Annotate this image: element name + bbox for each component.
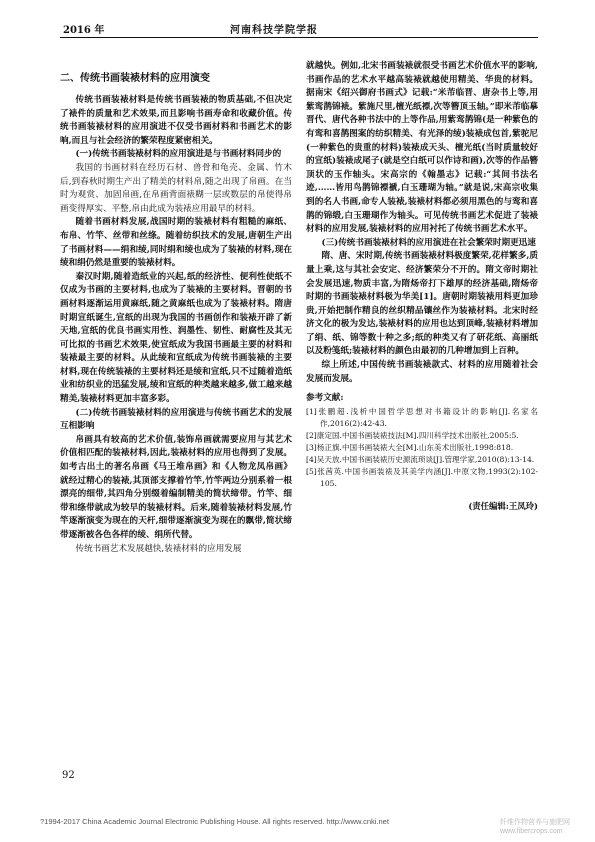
paragraph: 传统书画艺术发展越快,装裱材料的应用发展 [75,543,242,554]
paragraph: 隋、唐、宋时期,传统书画装裱材料极度繁荣,花样繁多,质量上乘,这与其社会安定、经济繁荣分不开的。隋文帝时期社会发展迅速,物质丰富,为隋炀帝打下雄厚的经济基础,隋炀帝时期的书画装裱材料极为华美[1]。唐朝时期装裱用料更加珍贵,开始把制作精良的丝织精品镶丝作为装裱材料。北宋时经济文化的极为发达,装裱材料的应用也达到顶峰,装裱材料增加了绢、纸、锦等数十种之多;纸的种类又有了研花纸、高丽纸以及粉笺纸;装裱材料的颜色由最初的几种增加到上百种。 [306,251,538,357]
reference-item: [1]张鹏超.浅析中国哲学思想对书籍设计的影响[J].名家名作,2016(2):42-43. [306,406,538,428]
reference-item: [2]康定国.中国书画装裱技法[M].四川科学技术出版社,2005:5. [306,430,519,440]
paragraph: 综上所述,中国传统书画装裱款式、材料的应用随着社会发展而发展。 [306,360,538,384]
left-column [60,60,292,748]
section-title: 二、传统书画装裱材料的应用演变 [60,73,210,84]
journal-title: 河南科技学院学报 [230,25,318,36]
paragraph: 传统书画装裱材料是传统书画装裱的物质基础,不但决定了裱件的质量和艺术效果,而且影响书画寿命和收藏价值。传统书画装裱材料的应用演进不仅受书画材料和书画艺术的影响,而且与社会经济的繁荣程度紧密相关。 [60,95,292,146]
reference-item: [3]杨正旗.中国书画装裱大全[M].山东美术出版社,1998:818. [306,442,514,452]
subsection-heading: (二)传统书画装裱材料的应用演进与传统书画艺术的发展互相影响 [60,407,292,432]
page-number: 92 [62,770,75,781]
watermark-text: 纤维作物营养与施肥网 [500,819,570,826]
references-heading: 参考文献: [306,393,344,404]
paragraph: 随着书画材料发展,战国时期的装裱材料有粗糙的麻纸、布帛、竹竿、丝带和丝绦。随着纺织技术的发展,唐朝生产出了书画材料——绢和绫,同时绢和绫也成为了装裱的材料,现在绫和绢仍然是重要的装裱材料。 [60,217,292,269]
reference-item: [4]吴天放.中国书画装裱历史源流琐谈[J].管理学家,2010(8):13-14. [306,454,535,464]
reference-item: [5]张茜英.中国书画装裱及其美学内涵[J].中原文物,1993(2):102-105. [306,466,538,488]
copyright-footer: ?1994-2017 China Academic Journal Electronic Publishing House. All rights reserved. http://www.cnki.net [40,817,389,826]
header-year: 2016 年 [63,25,105,36]
header-divider [60,37,538,38]
subsection-heading: (一)传统书画装裱材料的应用演进是与书画材料同步的 [75,149,282,160]
right-column [306,60,538,760]
subsection-heading: (三)传统书画装裱材料的应用演进在社会繁荣时期更迅速 [321,237,536,248]
paragraph: 我国的书画材料在经历石材、兽骨和龟壳、金属、竹木后,到春秋时期生产出了精美的材料帛,随之出现了帛画。在当时为观赏、加固帛画,在帛画背面裱糊一层或数层的帛使得帛画变得厚实、平整,帛由此成为装裱应用最早的材料。 [60,162,292,214]
watermark-url: www.fibercrops.com [500,828,563,835]
paragraph: 就越快。例如,北宋书画装裱就很受书画艺术价值水平的影响,书画作品的艺术水平越高装裱就越使用精美、华贵的材料。据南宋《绍兴御府书画式》记载:“米芾临晋、唐杂书上等,用紫鸾鹊锦裱。紫施尺里,檀光纸褾,次等簪顶玉轴。”即米芾临摹晋代、唐代各种书法中的上等作品,用紫鸾鹊锦(是一种紫色的有鸾和喜鹊图案的纺织精美、有光泽的绫)装裱成包首,紫驼尼(一种紫色的贵重的材料)装裱成天头、檀光纸(当时质量较好的宣纸)装裱成尾子(就是空白纸可以作诗和画),次等的作品簪顶状的玉作轴头。宋高宗的《翰墨志》记载:“其间书法名迹,……皆用鸟鹊锦褾褫,白玉珊瑚为轴。”就是说,宋高宗收集到的名人书画,命专人装裱,装裱材料都必须用黑色的与鸾和喜鹊的锦缎,白玉珊瑚作为轴头。可见传统书画艺术促进了装裱材料的应用发展,装裱材料的应用衬托了传统书画艺术水平。 [306,61,538,235]
paragraph: 秦汉时期,随着造纸业的兴起,纸的经济性、便利性使纸不仅成为书画的主要材料,也成为了装裱的主要材料。晋朝的书画材料逐渐运用黄麻纸,随之黄麻纸也成为了装裱材料。隋唐时期宣纸诞生,宣纸的出现为我国的书画创作和装裱开辟了新天地,宣纸的优良书画实用性、润墨性、韧性、耐腐性及其无可比拟的书画艺术效果,使宣纸成为我国书画最主要的材料和装裱最主要的材料。从此绫和宣纸成为传统书画装裱的主要材料,现在传统装裱的主要材料还是绫和宣纸,只不过随着造纸业和纺织业的迅猛发展,绫和宣纸的种类越来越多,做工越来越精美,装裱材料更加丰富多彩。 [60,271,292,405]
responsible-editor: (责任编辑:王凤玲) [468,500,538,511]
paragraph: 帛画具有较高的艺术价值,装饰帛画就需要应用与其艺术价值相匹配的装裱材料,因此,装裱材料的应用也得到了发展。如考古出土的著名帛画《马王堆帛画》和《人物龙凤帛画》就经过精心的装裱,其顶部支撑着竹竿,竹竿两边分别系着一根漂亮的细带,其四角分别缀着编制精美的简状缔带。竹竿、细带和绦带就成为较早的装裱材料。后来,随着装裱材料发展,竹竿逐渐演变为现在的天杆,细带逐渐演变为现在的飘带,简状缔带逐渐被各色各样的绫、绢所代替。 [60,434,292,540]
